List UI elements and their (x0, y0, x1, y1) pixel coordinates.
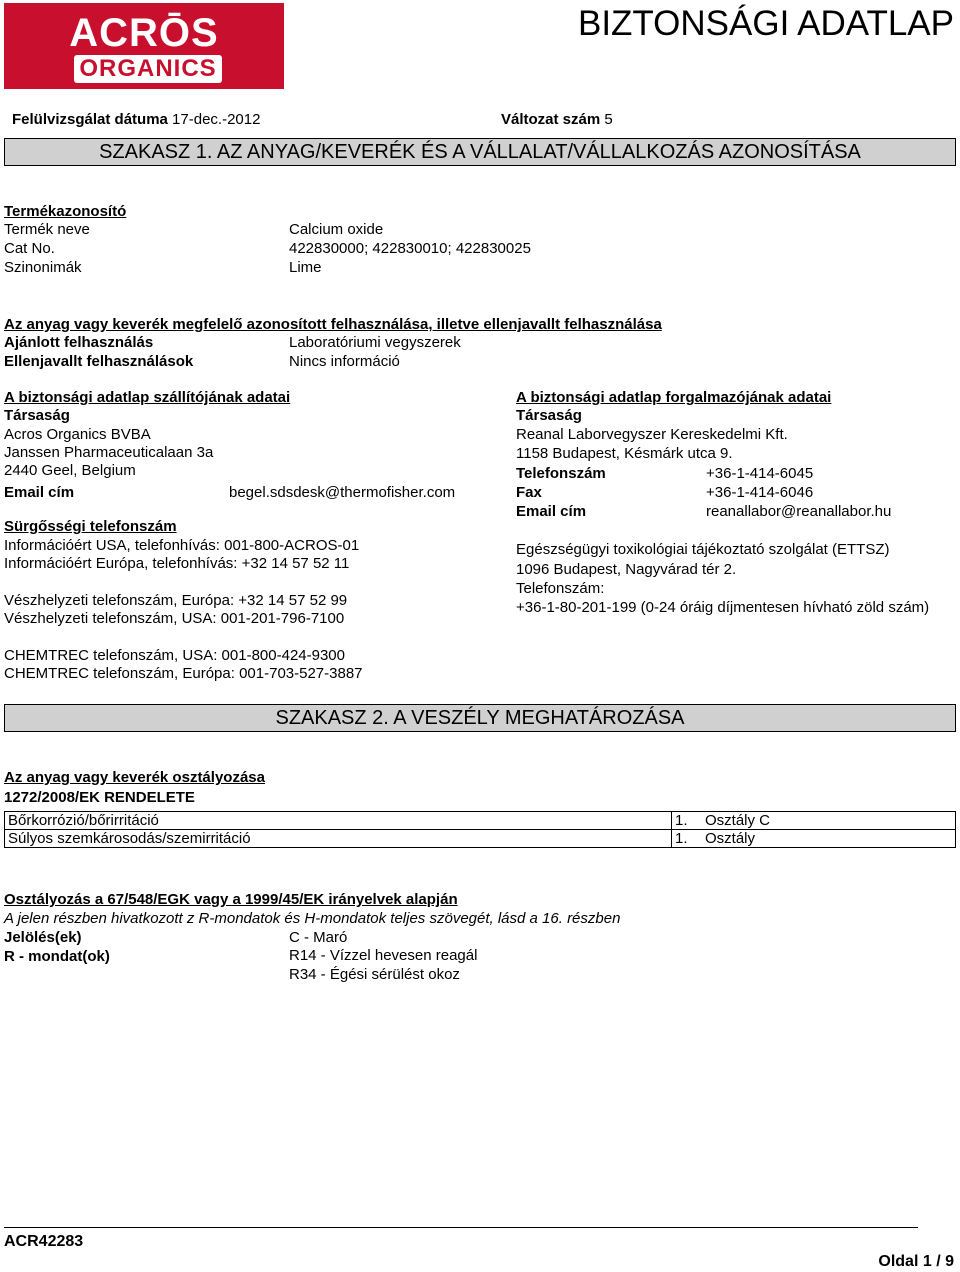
directive-heading: Osztályozás a 67/548/EGK vagy a 1999/45/EK irányelvek alapján (4, 891, 458, 908)
supplier-email-label: Email cím (4, 484, 75, 501)
r-phrase: R14 - Vízzel hevesen reagál (289, 947, 478, 964)
marking-label: Jelölés(ek) (4, 929, 82, 946)
footer-page-number (878, 1253, 954, 1271)
distributor-heading: A biztonsági adatlap forgalmazójának adatai (516, 389, 832, 406)
table-row (5, 812, 956, 830)
hazard-number-cell: 1. (672, 830, 703, 848)
logo-text-bottom: ORGANICS (74, 55, 222, 83)
product-name-label: Termék neve (4, 221, 90, 238)
regulation-label: 1272/2008/EK RENDELETE (4, 789, 195, 806)
page-value: 1 / 9 (922, 1253, 954, 1270)
contraindicated-use-value: Nincs információ (289, 353, 400, 370)
distributor-fax-value: +36-1-414-6046 (706, 484, 814, 501)
distributor-company-label: Társaság (516, 407, 582, 424)
table-row (5, 830, 956, 848)
hazard-number-cell: 1. (672, 812, 703, 830)
emergency-line: Információért Európa, telefonhívás: +32 14 57 52 11 (4, 555, 350, 572)
revision-date-label: Felülvizsgálat dátuma (12, 111, 168, 128)
synonyms-value: Lime (289, 259, 322, 276)
version-number (501, 111, 613, 128)
document-title: BIZTONSÁGI ADATLAP (577, 4, 954, 43)
recommended-use-label: Ajánlott felhasználás (4, 334, 154, 351)
recommended-use-value: Laboratóriumi vegyszerek (289, 334, 461, 351)
cat-no-value: 422830000; 422830010; 422830025 (289, 240, 531, 257)
hazard-class-cell: Súlyos szemkárosodás/szemirritáció (5, 830, 672, 848)
supplier-address-line: Acros Organics BVBA (4, 426, 151, 443)
uses-heading: Az anyag vagy keverék megfelelő azonosított felhasználása, illetve ellenjavallt felhasználása (4, 316, 662, 333)
supplier-company-label: Társaság (4, 407, 70, 424)
synonyms-label: Szinonimák (4, 259, 82, 276)
r-phrases-label: R - mondat(ok) (4, 948, 110, 965)
revision-date-value: 17-dec.-2012 (172, 111, 261, 128)
tox-service-line: +36-1-80-201-199 (0-24 óráig díjmentesen hívható zöld szám) (516, 599, 930, 616)
distributor-address-line: Reanal Laborvegyszer Kereskedelmi Kft. (516, 426, 788, 443)
emergency-line: CHEMTREC telefonszám, Európa: 001-703-527-3887 (4, 665, 363, 682)
distributor-email-label: Email cím (516, 503, 587, 520)
classification-table (4, 811, 956, 848)
logo-text-top: ACRŌS (69, 11, 219, 55)
distributor-phone-value: +36-1-414-6045 (706, 465, 814, 482)
hazard-category-cell: Osztály (702, 830, 956, 848)
distributor-address-line: 1158 Budapest, Késmárk utca 9. (516, 445, 733, 462)
section-1-title: SZAKASZ 1. AZ ANYAG/KEVERÉK ÉS A VÁLLALAT/VÁLLALKOZÁS AZONOSÍTÁSA (4, 138, 956, 166)
revision-date (12, 111, 260, 128)
version-label: Változat szám (501, 111, 601, 128)
version-value: 5 (604, 111, 613, 128)
distributor-fax-label: Fax (516, 484, 542, 501)
emergency-line: CHEMTREC telefonszám, USA: 001-800-424-9300 (4, 647, 345, 664)
cat-no-label: Cat No. (4, 240, 55, 257)
classification-heading: Az anyag vagy keverék osztályozása (4, 769, 265, 786)
supplier-heading: A biztonsági adatlap szállítójának adatai (4, 389, 291, 406)
hazard-category-cell: Osztály C (702, 812, 956, 830)
supplier-email-value: begel.sdsdesk@thermofisher.com (229, 484, 456, 501)
page-label: Oldal (878, 1253, 919, 1270)
footer-divider (4, 1227, 918, 1228)
emergency-line: Információért USA, telefonhívás: 001-800-ACROS-01 (4, 537, 360, 554)
footer-document-code: ACR42283 (4, 1233, 84, 1250)
directive-note: A jelen részben hivatkozott z R-mondatok és H-mondatok teljes szövegét, lásd a 16. részben (4, 910, 621, 927)
hazard-class-cell: Bőrkorrózió/bőrirritáció (5, 812, 672, 830)
section-2-title: SZAKASZ 2. A VESZÉLY MEGHATÁROZÁSA (4, 704, 956, 732)
distributor-phone-label: Telefonszám (516, 465, 606, 482)
acros-organics-logo (4, 3, 284, 89)
distributor-email-value: reanallabor@reanallabor.hu (706, 503, 892, 520)
tox-service-line: Telefonszám: (516, 580, 605, 597)
marking-value: C - Maró (289, 929, 348, 946)
product-identifier-heading: Termékazonosító (4, 203, 127, 220)
emergency-line: Vészhelyzeti telefonszám, Európa: +32 14 57 52 99 (4, 592, 348, 609)
tox-service-line: 1096 Budapest, Nagyvárad tér 2. (516, 561, 737, 578)
supplier-address-line: 2440 Geel, Belgium (4, 462, 136, 479)
r-phrase: R34 - Égési sérülést okoz (289, 966, 460, 983)
emergency-heading: Sürgősségi telefonszám (4, 518, 177, 535)
emergency-line: Vészhelyzeti telefonszám, USA: 001-201-796-7100 (4, 610, 345, 627)
tox-service-line: Egészségügyi toxikológiai tájékoztató szolgálat (ETTSZ) (516, 541, 890, 558)
supplier-address-line: Janssen Pharmaceuticalaan 3a (4, 444, 214, 461)
product-name-value: Calcium oxide (289, 221, 384, 238)
contraindicated-use-label: Ellenjavallt felhasználások (4, 353, 194, 370)
